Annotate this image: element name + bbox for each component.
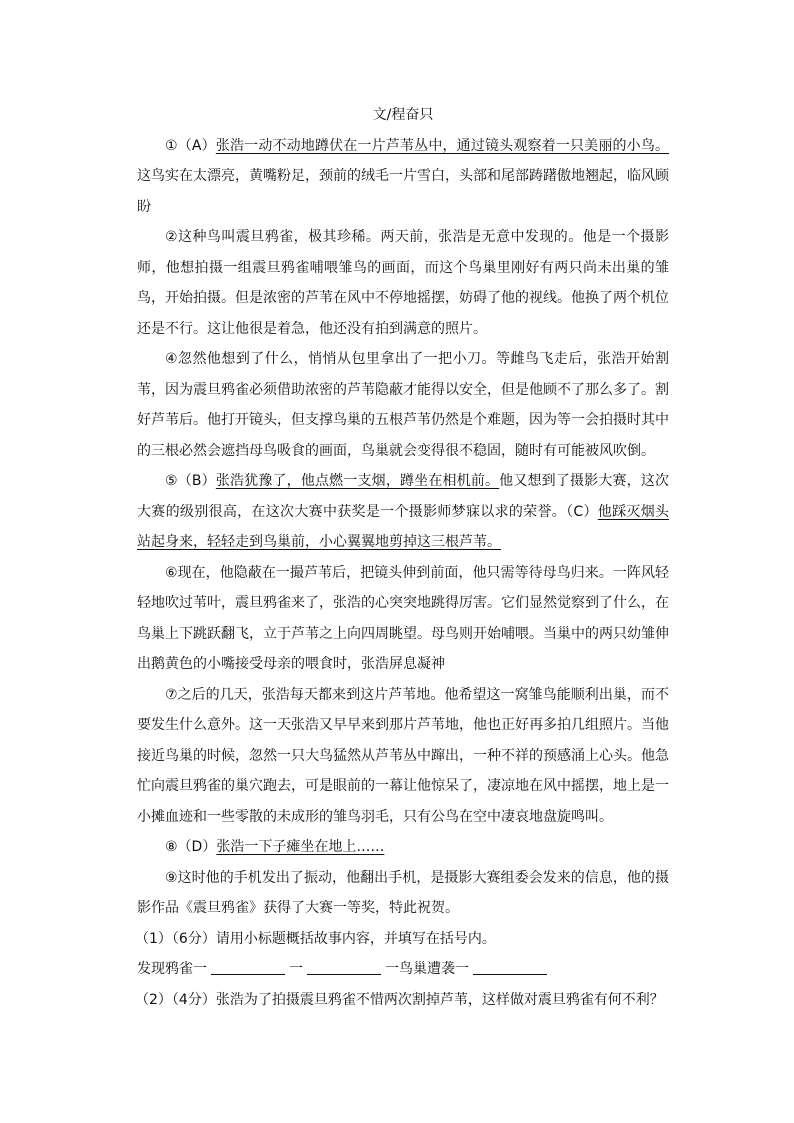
paragraph-8	[137, 832, 669, 863]
paragraph-5	[137, 466, 669, 558]
underlined-sentence-b: 张浩犹豫了，他点燃一支烟，蹲坐在相机前。	[215, 473, 500, 489]
question-1-fill-line	[137, 954, 669, 985]
paragraph-6: ⑥现在，他隐蔽在一撮芦苇后，把镜头伸到前面，他只需等待母鸟归来。一阵风轻轻地吹过苇叶，震旦鸦雀来了，张浩的心突突地跳得厉害。它们显然觉察到了什么，在鸟巢上下跳跃翻飞，立于芦苇之上向四周眺望。母鸟则开始哺喂。当巢中的两只幼雏伸出鹅黄色的小嘴接受母亲的喂食时，张浩屏息凝神	[137, 564, 669, 672]
underlined-sentence-a: 张浩一动不动地蹲伏在一片芦苇丛中，通过镜头观察着一只美丽的小鸟。	[215, 137, 670, 154]
paragraph-text: 这鸟实在太漂亮，黄嘴粉足，颈前的绒毛一片雪白，头部和尾部踌躇傲地翘起，临风顾盼	[137, 168, 669, 215]
answer-blank-2[interactable]	[307, 960, 381, 975]
fill-label: 一鸟巢遭袭一	[385, 961, 469, 977]
paragraph-1	[137, 131, 669, 223]
paragraph-2: ②这种鸟叫震旦鸦雀，极其珍稀。两天前，张浩是无意中发现的。他是一个摄影师，他想拍摄一组震旦鸦雀哺喂雏鸟的画面，而这个鸟巢里刚好有两只尚未出巢的雏鸟，开始拍摄。但是浓密的芦苇在风中不停地摇摆，妨碍了他的视线。他换了两个机位还是不行。这让他很是着急，他还没有拍到满意的照片。	[137, 229, 669, 337]
paragraph-number: ①（A）	[165, 137, 216, 154]
paragraph-9: ⑨这时他的手机发出了振动，他翻出手机，是摄影大赛组委会发来的信息，他的摄影作品《震旦鸦雀》获得了大赛一等奖，特此祝贺。	[137, 869, 669, 916]
paragraph-7: ⑦之后的几天，张浩每天都来到这片芦苇地。他希望这一窝雏鸟能顺利出巢，而不要发生什么意外。这一天张浩又早早来到那片芦苇地，他也正好再多拍几组照片。当他接近鸟巢的时候，忽然一只大鸟猛然从芦苇丛中蹿出，一种不祥的预感涌上心头。他急忙向震旦鸦雀的巢穴跑去，可是眼前的一幕让他惊呆了，凄凉地在风中摇摆，地上是一小摊血迹和一些零散的未成形的雏鸟羽毛，只有公鸟在空中凄哀地盘旋鸣叫。	[137, 686, 669, 825]
underlined-sentence-d: 张浩一下子瘫坐在地上……	[216, 839, 385, 855]
author-line: 文/程奋只	[372, 107, 434, 123]
paragraph-4: ④忽然他想到了什么，悄悄从包里拿出了一把小刀。等雌鸟飞走后，张浩开始割苇，因为震旦鸦雀必须借助浓密的芦苇隐蔽才能得以安全，但是他顾不了那么多了。割好芦苇后。他打开镜头，但支撑鸟巢的五根芦苇仍然是个难题，因为等一会拍摄时其中的三根必然会遮挡母鸟吸食的画面，鸟巢就会变得很不稳固，随时有可能被风吹倒。	[137, 351, 669, 459]
question-2: （2）（4分）张浩为了拍摄震旦鸦雀不惜两次割掉芦苇，这样做对震旦鸦雀有何不利？	[135, 991, 664, 1008]
question-1: （1）（6分）请用小标题概括故事内容，并填写在括号内。	[135, 930, 496, 947]
document-page	[137, 100, 669, 1015]
fill-label: 发现鸦雀一	[137, 961, 207, 977]
answer-blank-1[interactable]	[211, 960, 285, 975]
paragraph-text: 他又想到了摄影大赛，这次大赛的级别很高，在这次大赛中获奖是一个摄影师梦寐以求的荣誉。（C）	[137, 473, 670, 520]
fill-dash: 一	[289, 961, 303, 977]
paragraph-number: ⑤（B）	[165, 473, 216, 489]
paragraph-number: ⑧（D）	[165, 839, 217, 855]
underlined-sentence-c: 他踩灭烟头站起身来，轻轻走到鸟巢前，小心翼翼地剪掉这三根芦苇。	[137, 503, 669, 550]
answer-blank-3[interactable]	[473, 960, 547, 975]
